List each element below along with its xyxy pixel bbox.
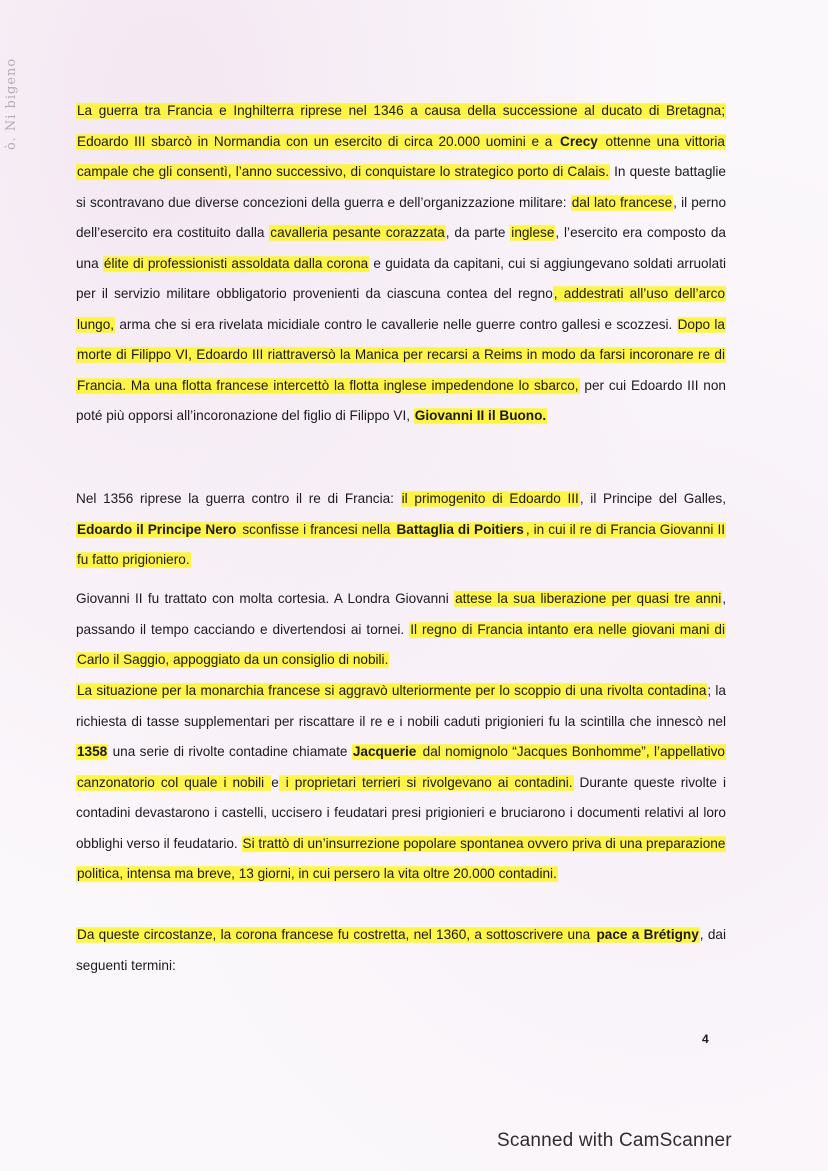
text: Durante queste rivolte i contadini devastarono i castelli, uccisero i feudatari presi prigionieri e bruciarono i documenti relativi al loro obblighi verso il feudatario. [76,774,726,851]
text: ; la richiesta di tasse supplementari per riscattare il re e i nobili caduti prigionieri fu la scintilla che innescò nel [76,683,726,729]
highlight: ottenne una vittoria campale che gli consentì, l’anno successivo, di conquistare lo strategico porto di Calais. [77,133,725,179]
paragraph-5 [76,920,726,981]
highlight: Il regno di Francia intanto era nelle giovani mani di Carlo il Saggio, appoggiato da un consiglio di nobili. [77,621,725,667]
highlight: La situazione per la monarchia francese si aggravò ulteriormente per lo scoppio di una rivolta contadina [77,683,707,698]
text: per cui Edoardo III non poté più opporsi all’incoronazione del figlio di Filippo VI, [76,377,726,423]
highlight-bold: Edoardo il Principe Nero [77,521,237,537]
highlight: dal lato francese [571,194,673,210]
highlight: La guerra tra Francia e Inghilterra riprese nel 1346 a causa della successione al ducato di Bretagna; [77,103,725,118]
paragraph-1 [76,96,726,432]
highlight-bold: Crecy [560,133,598,149]
paragraph-4 [76,676,726,890]
text: , l’esercito era composto da una [76,225,726,271]
text: una serie di rivolte contadine chiamate [108,744,352,759]
highlight: Edoardo III sbarcò in Normandia con un esercito di circa 20.000 uomini e a [77,133,559,149]
text: , il perno dell’esercito era costituito dalla [76,194,727,240]
text: e guidata da capitani, cui si aggiungevano soldati arruolati per il servizio militare obbligatorio provenienti da ciascuna contea del regno [76,255,726,301]
page-number: 4 [702,1032,709,1046]
text: Nel 1356 riprese la guerra contro il re di Francia: [76,491,401,506]
paragraph-3 [76,584,726,676]
text: arma che si era rivelata micidiale contro le cavallerie nelle guerre contro gallesi e scozzesi. [115,316,673,332]
highlight-bold: Giovanni II il Buono. [414,408,547,423]
highlight: , in cui il re di Francia Giovanni II fu fatto prigioniero. [77,521,725,567]
camscanner-watermark: Scanned with CamScanner [497,1130,732,1151]
text: , passando il tempo cacciando e divertendosi ai tornei. [76,591,727,637]
highlight-bold: 1358 [77,744,108,759]
highlight: Dopo la morte di Filippo VI, Edoardo III riattraversò la Manica per recarsi a Reims in modo da farsi incoronare re di Francia. Ma una flotta francese intercettò la flotta inglese impedendone lo sbarco, [77,316,725,393]
text: , dai seguenti termini: [76,927,726,973]
highlight: inglese [511,225,555,240]
highlight: , addestrati all’uso dell’arco lungo, [77,286,726,332]
highlight-bold: Battaglia di Poitiers [396,521,524,537]
highlight: Si trattò di un’insurrezione popolare spontanea ovvero priva di una preparazione politica, intensa ma breve, 13 giorni, in cui persero la vita oltre 20.000 contadini. [77,835,726,881]
text: Giovanni II fu trattato con molta cortesia. A Londra Giovanni [76,591,455,606]
highlight: sconfisse i francesi nella [238,521,395,537]
highlight: il primogenito di Edoardo III [401,491,579,506]
highlight: cavalleria pesante corazzata [270,225,445,240]
highlight-bold: pace a Brétigny [596,927,699,942]
text: , da parte [445,225,511,240]
highlight: Da queste circostanze, la corona francese fu costretta, nel 1360, a sottoscrivere una [77,927,595,942]
highlight: élite di professionisti assoldata dalla corona [103,255,369,271]
paragraph-2 [76,484,726,576]
highlight: i proprietari terrieri si rivolgevano ai contadini. [279,774,573,790]
highlight-bold: Jacquerie [352,744,417,759]
text: , il Principe del Galles, [579,491,726,506]
highlight: attese la sua liberazione per quasi tre anni [455,591,722,606]
corner-stamp: ò. Ni bigeno [4,57,19,150]
text: e [271,774,279,790]
text: In queste battaglie si scontravano due diverse concezioni della guerra e dell’organizzazione militare: [76,164,726,210]
highlight: dal nomignolo “Jacques Bonhomme”, l’appellativo canzonatorio col quale i nobili [77,744,725,790]
